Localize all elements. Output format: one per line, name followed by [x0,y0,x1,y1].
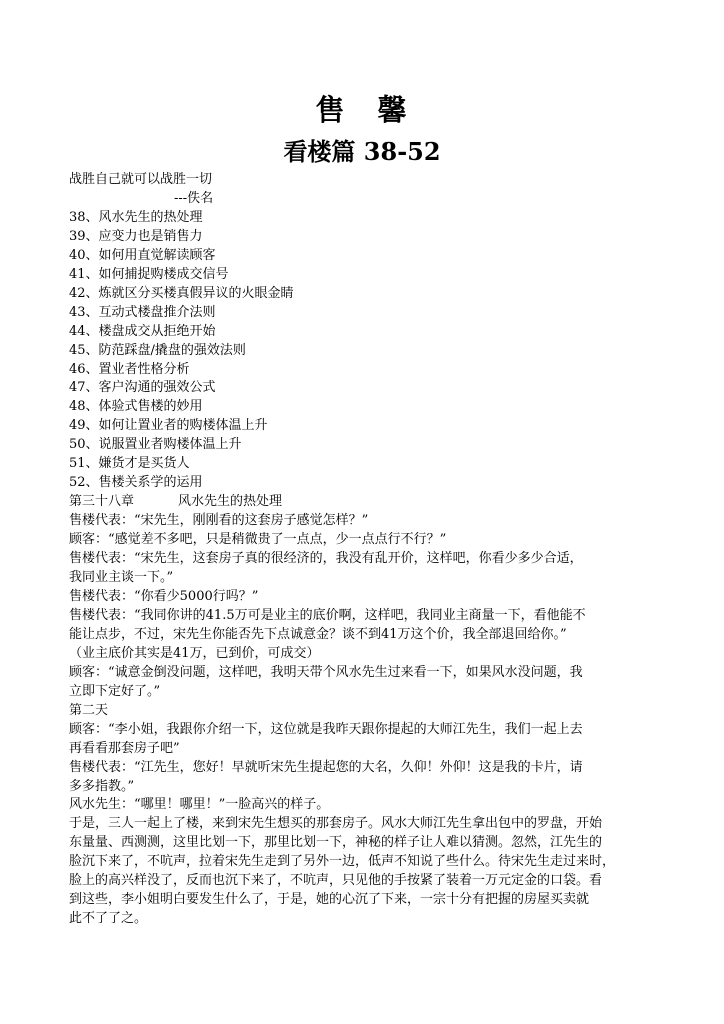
content-line: 此不了了之。 [69,911,148,927]
document-subtitle: 看楼篇 38-52 [283,137,441,166]
chapter-number: 第三十八章 [69,494,135,510]
toc-item: 52、售楼关系学的运用 [69,475,203,491]
toc-item: 39、应变力也是销售力 [69,228,203,244]
document-title: 售 馨 [315,93,409,127]
toc-item: 40、如何用直觉解读顾客 [69,247,216,263]
toc-item: 51、嫌货才是买货人 [69,456,190,472]
chapter-heading [69,493,654,512]
content-line: 售楼代表：“你看少5000行吗？” [69,588,259,604]
content-line: 脸上的高兴样没了，反而也沉下来了，不吭声，只见他的手按紧了装着一万元定金的口袋。看 [69,873,603,889]
content-line: 立即下定好了。” [69,683,161,699]
toc-item: 46、置业者性格分析 [69,361,190,377]
content-line: 顾客：“李小姐，我跟你介绍一下，这位就是我昨天跟你提起的大师江先生，我们一起上去 [69,721,583,737]
content-line: 东量量、西测测，这里比划一下，那里比划一下，神秘的样子让人难以猜测。忽然，江先生的 [69,835,603,851]
content-line: 顾客：“感觉差不多吧，只是稍微贵了一点点，少一点点行不行？” [69,532,447,548]
content-line: 顾客：“诚意金倒没问题，这样吧，我明天带个风水先生过来看一下，如果风水没问题，我 [69,664,583,680]
toc-item: 47、客户沟通的强效公式 [69,380,216,396]
content-line: 脸沉下来了，不吭声，拉着宋先生走到了另外一边，低声不知说了些什么。待宋先生走过来时， [69,854,616,870]
document-body [69,171,654,929]
toc-item: 38、风水先生的热处理 [69,209,203,225]
content-line: 第二天 [69,702,109,718]
toc-item: 44、楼盘成交从拒绝开始 [69,323,216,339]
chapter-title: 风水先生的热处理 [178,494,283,510]
toc-item: 42、炼就区分买楼真假异议的火眼金睛 [69,285,294,301]
content-line: （业主底价其实是41万，已到价，可成交） [69,645,320,661]
content-line: 于是，三人一起上了楼，来到宋先生想买的那套房子。风水大师江先生拿出包中的罗盘，开始 [69,816,603,832]
motto-signature: ---佚名 [174,190,214,206]
content-line: 售楼代表：“宋先生，刚刚看的这套房子感觉怎样？” [69,513,369,529]
content-line: 风水先生：“哪里！哪里！”一脸高兴的样子。 [69,797,330,813]
content-line: 多多指教。” [69,778,135,794]
toc-item: 45、防范踩盘/撬盘的强效法则 [69,342,246,358]
toc-item: 48、体验式售楼的妙用 [69,399,203,415]
toc-item: 50、说服置业者购楼体温上升 [69,437,242,453]
motto-text: 战胜自己就可以战胜一切 [69,172,213,187]
content-line: 售楼代表：“江先生，您好！早就听宋先生提起您的大名，久仰！外仰！这是我的卡片，请 [69,759,583,775]
content-line: 我同业主谈一下。” [69,570,174,586]
content-line: 到这些，李小姐明白要发生什么了，于是，她的心沉了下来，一宗十分有把握的房屋买卖就 [69,892,590,908]
content-line: 售楼代表：“我同你讲的41.5万可是业主的底价啊，这样吧，我同业主商量一下，看他能不 [69,607,586,623]
content-line: 再看看那套房子吧” [69,740,180,756]
content-line: 售楼代表：“宋先生，这套房子真的很经济的，我没有乱开价，这样吧，你看少多少合适， [69,551,583,567]
content-line: 能让点步，不过，宋先生你能否先下点诚意金？谈不到41万这个价，我全部退回给你。” [69,626,567,642]
toc-item: 43、互动式楼盘推介法则 [69,304,216,320]
toc-item: 49、如何让置业者的购楼体温上升 [69,418,268,434]
toc-item: 41、如何捕捉购楼成交信号 [69,266,229,282]
